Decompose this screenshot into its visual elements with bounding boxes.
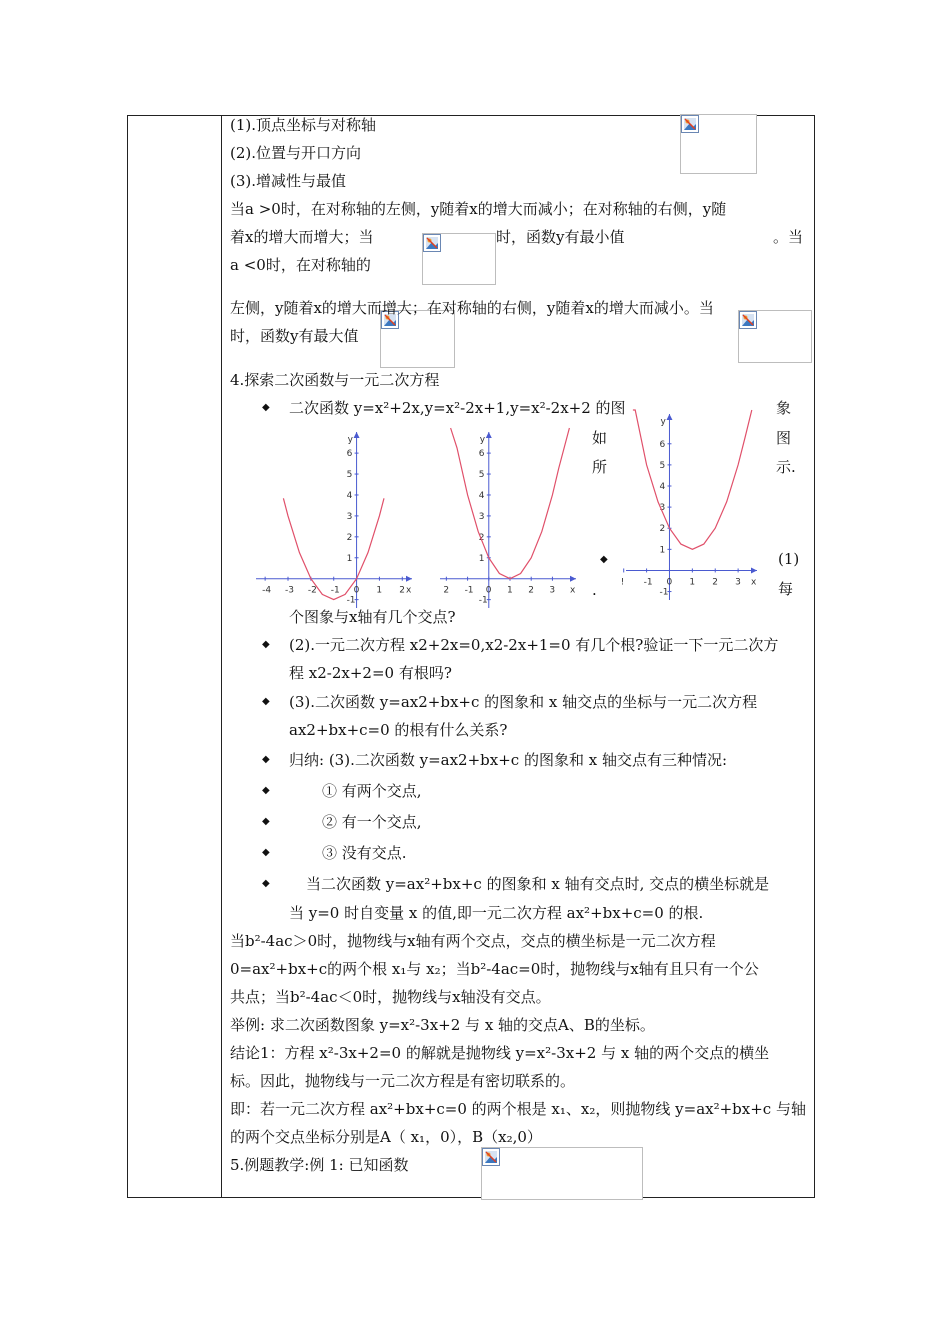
x-tick-label: 3 [549,585,556,596]
dot-mark: . [592,581,597,599]
parabola-chart-2 [440,428,580,608]
y-tick-label: 2 [659,524,666,535]
x-tick-label: 0 [666,577,673,588]
bullet-icon: ◆ [600,554,608,565]
bullet-icon: ◆ [262,847,270,858]
case-no-intersection: ③ 没有交点. [322,844,407,862]
y-tick-label: 6 [659,439,666,450]
example: 举例: 求二次函数图象 y=x²-3x+2 与 x 轴的交点A、B的坐标。 [230,1016,655,1034]
y-tick-label: 3 [346,511,353,522]
case-two-intersections: ① 有两个交点, [322,782,422,800]
x-tick-label: ! [620,577,625,588]
x-tick-label: 3 [735,577,741,588]
parabola-line [283,498,384,599]
inference: 即：若一元二次方程 ax²+bx+c=0 的两个根是 x₁、x₂，则抛物线 y=ax²+bx+c 与轴 [230,1100,806,1118]
broken-image-icon [482,1148,500,1166]
paragraph-line: a <0时，在对称轴的 [230,256,371,274]
x-axis-arrow [751,567,757,573]
discriminant-line: 当b²-4ac＞0时，抛物线与x轴有两个交点，交点的横坐标是一元二次方程 [230,932,716,950]
y-tick-label: 5 [346,470,353,481]
y-tick-label: 2 [478,532,485,543]
y-tick-label: 2 [346,532,353,543]
item-monotonicity: (3).增减性与最值 [230,172,347,190]
graphs-intro-char: 示. [776,458,796,476]
column-divider [221,115,222,1198]
y-axis-arrow [354,432,360,438]
paragraph-line: 当a >0时，在对称轴的左侧，y随着x的增大而减小；在对称轴的右侧，y随 [230,200,727,218]
y-tick-label: 1 [346,553,353,564]
y-axis-label: y [347,435,353,445]
when-statement: 当 y=0 时自变量 x 的值,即一元二次方程 ax²+bx+c=0 的根. [289,904,704,922]
conclusion: 标。因此，抛物线与一元二次方程是有密切联系的。 [230,1072,576,1090]
y-tick-label: 1 [659,545,666,556]
item-vertex-axis: (1).顶点坐标与对称轴 [230,116,377,134]
y-tick-label: 4 [346,490,353,501]
x-tick-label: 1 [376,585,383,596]
question-2: 程 x2-2x+2=0 有根吗? [289,664,452,682]
x-tick-label: -2 [307,585,317,596]
x-tick-label: 1 [507,585,513,596]
graphs-intro-char: 所 [592,458,608,476]
y-tick-label: 1 [478,553,485,564]
x-tick-label: 0 [485,585,492,596]
paragraph-line: 时，函数y有最大值 [230,327,359,345]
section-title: 4.探索二次函数与一元二次方程 [230,371,440,389]
y-tick-label: 6 [346,449,353,460]
y-tick-label: 4 [478,490,485,501]
case-one-intersection: ② 有一个交点, [322,813,422,831]
bullet-icon: ◆ [262,639,270,650]
parabola-chart-1 [256,428,416,608]
bullet-icon: ◆ [262,878,270,889]
bullet-icon: ◆ [262,402,270,413]
conclusion: 结论1：方程 x²-3x+2=0 的解就是抛物线 y=x²-3x+2 与 x 轴的两个交点的横坐 [230,1044,770,1062]
y-tick-label: -1 [659,587,669,598]
paragraph-line: 。当 [773,228,804,246]
paragraph-line: 时，函数y有最小值 [496,228,625,246]
parabola-line [451,428,570,579]
discriminant-line: 0=ax²+bx+c的两个根 x₁与 x₂；当b²-4ac=0时，抛物线与x轴有且只有一个公 [230,960,759,978]
question-1: 个图象与x轴有几个交点? [289,608,456,626]
x-axis-label: x [570,585,576,596]
y-tick-label: 5 [659,460,666,471]
inference: 的两个交点坐标分别是A（ x₁，0），B（x₂,0） [230,1128,542,1146]
broken-image-icon [739,311,757,329]
when-statement: 当二次函数 y=ax²+bx+c 的图象和 x 轴有交点时, 交点的横坐标就是 [306,875,770,893]
x-axis-arrow [570,576,576,582]
x-tick-label: 2 [528,585,534,596]
discriminant-line: 共点；当b²-4ac＜0时，抛物线与x轴没有交点。 [230,988,551,1006]
y-tick-label: -1 [346,595,356,606]
parabola-line [633,410,752,549]
bullet-icon: ◆ [262,696,270,707]
bullet-icon: ◆ [262,816,270,827]
question-1-char: 每 [778,580,794,598]
image-placeholder [680,114,757,174]
x-tick-label: -1 [464,585,474,596]
graphs-intro-char: 象 [776,399,792,417]
x-tick-label: -1 [330,585,340,596]
x-tick-label: 2 [399,585,406,596]
question-1-label: (1) [778,550,800,568]
broken-image-icon [681,115,699,133]
image-placeholder [738,310,812,363]
item-position-direction: (2).位置与开口方向 [230,144,362,162]
summary: 归纳: (3).二次函数 y=ax2+bx+c 的图象和 x 轴交点有三种情况: [289,751,728,769]
y-axis-arrow [486,432,492,438]
x-tick-label: -3 [285,585,294,596]
y-tick-label: 3 [659,503,666,514]
x-axis-arrow [406,576,412,582]
x-axis-label: x [406,585,412,596]
y-tick-label: -1 [478,595,488,606]
x-tick-label: 0 [353,585,360,596]
parabola-chart-3 [620,410,761,600]
graphs-intro-char: 如 [592,429,608,447]
x-tick-label: -4 [262,585,272,596]
x-axis-label: x [751,577,757,588]
x-tick-label: 2 [443,585,450,596]
bullet-icon: ◆ [262,754,270,765]
paragraph-line: 着x的增大而增大；当 [230,228,374,246]
y-tick-label: 4 [659,482,666,492]
y-axis-label: y [660,417,666,427]
bullet-icon: ◆ [262,785,270,796]
broken-image-icon [423,234,441,252]
image-placeholder [422,233,496,285]
y-axis-label: y [479,435,486,445]
x-tick-label: 2 [712,577,718,588]
paragraph-line: 左侧，y随着x的增大而增大；在对称轴的右侧，y随着x的增大而减小。当 [230,299,714,317]
graphs-intro: 二次函数 y=x²+2x,y=x²-2x+1,y=x²-2x+2 的图 [289,399,626,417]
y-tick-label: 6 [478,449,485,460]
image-placeholder [481,1147,643,1200]
image-placeholder [380,310,455,368]
graphs-intro-char: 图 [776,429,792,447]
x-tick-label: 1 [689,577,696,588]
y-tick-label: 3 [478,511,485,522]
section-title: 5.例题教学:例 1: 已知函数 [230,1156,409,1174]
y-tick-label: 5 [478,470,485,481]
question-3: ax2+bx+c=0 的根有什么关系? [289,721,508,739]
y-axis-arrow [666,414,672,420]
question-3: (3).二次函数 y=ax2+bx+c 的图象和 x 轴交点的坐标与一元二次方程 [289,693,758,711]
x-tick-label: -1 [643,577,653,588]
question-2: (2).一元二次方程 x2+2x=0,x2-2x+1=0 有几个根?验证一下一元二次方 [289,636,779,654]
